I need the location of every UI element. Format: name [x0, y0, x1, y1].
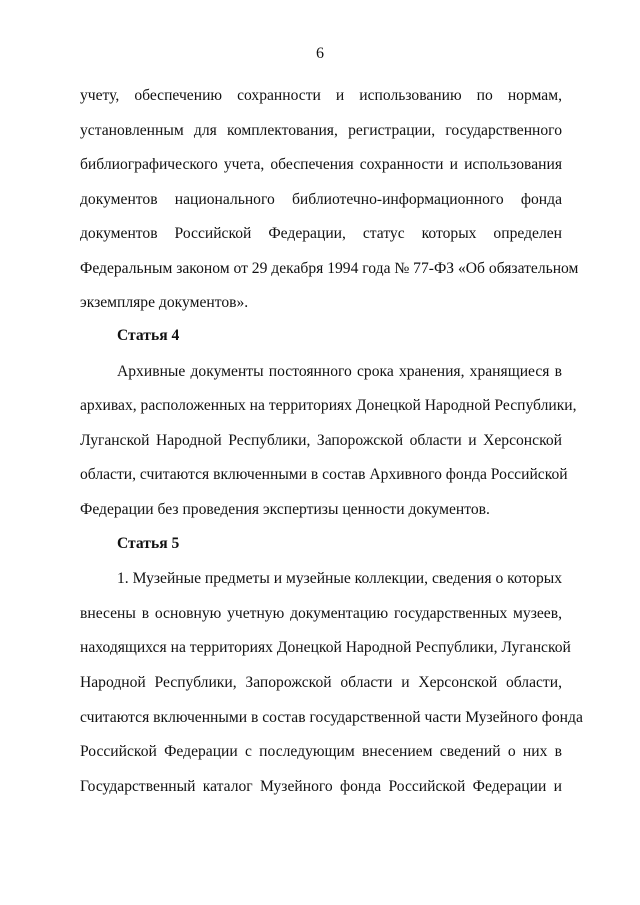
text-line: экземпляре документов». [80, 294, 249, 311]
text-line: внесены в основную учетную документацию государственных музеев, [80, 605, 562, 622]
text-line: Российской Федерации с последующим внесением сведений о них в [80, 743, 562, 760]
article-5-heading: Статья 5 [117, 535, 180, 552]
text-line: библиографического учета, обеспечения сохранности и использования [80, 156, 562, 173]
text-line: архивах, расположенных на территориях Донецкой Народной Республики, [80, 397, 577, 414]
text-line: Архивные документы постоянного срока хранения, хранящиеся в [117, 363, 562, 380]
text-line: установленным для комплектования, регистрации, государственного [80, 122, 562, 139]
text-line: Луганской Народной Республики, Запорожской области и Херсонской [80, 432, 562, 449]
text-line: Народной Республики, Запорожской области и Херсонской области, [80, 674, 562, 691]
page-number: 6 [316, 45, 324, 62]
text-line: Федерации без проведения экспертизы ценности документов. [80, 501, 490, 518]
text-line: Федеральным законом от 29 декабря 1994 года № 77-ФЗ «Об обязательном [80, 260, 579, 277]
text-line: находящихся на территориях Донецкой Народной Республики, Луганской [80, 639, 571, 656]
text-line: области, считаются включенными в состав Архивного фонда Российской [80, 466, 568, 483]
article-4-heading: Статья 4 [117, 327, 180, 344]
text-line: документов Российской Федерации, статус которых определен [80, 225, 562, 242]
text-line: 1. Музейные предметы и музейные коллекции, сведения о которых [117, 570, 563, 587]
text-line: учету, обеспечению сохранности и использованию по нормам, [80, 87, 562, 104]
text-line: Государственный каталог Музейного фонда Российской Федерации и [80, 778, 562, 795]
text-line: считаются включенными в состав государственной части Музейного фонда [80, 709, 583, 726]
text-line: документов национального библиотечно-информационного фонда [80, 191, 562, 208]
